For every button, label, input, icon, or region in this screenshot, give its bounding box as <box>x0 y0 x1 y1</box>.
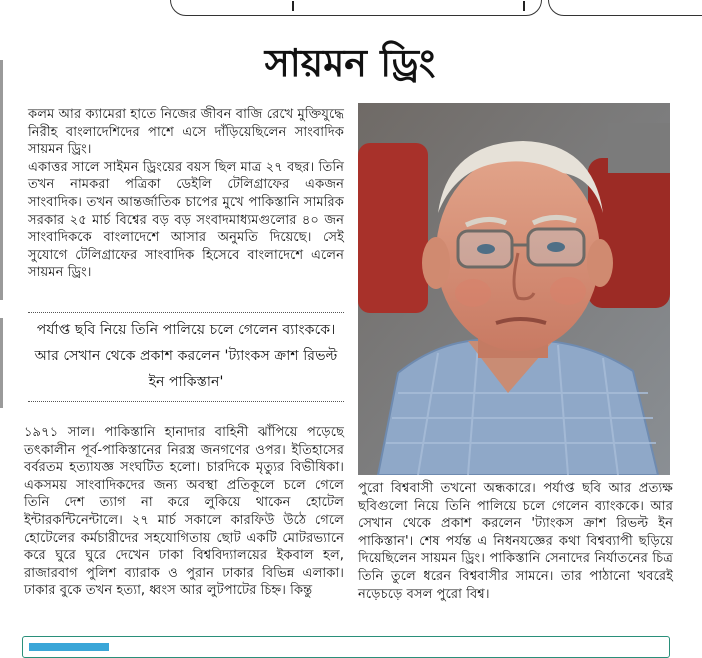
previous-article-box <box>170 0 542 16</box>
previous-article-box <box>548 0 702 16</box>
left-column-rule <box>0 318 3 408</box>
pull-quote-text: পর্যাপ্ত ছবি নিয়ে তিনি পালিয়ে চলে গেলেন ব্যাংককে। আর সেখান থেকে প্রকাশ করলেন 'ট্যাংকস ক্রাশ রিভল্ট ইন পাকিস্তান' <box>34 322 338 390</box>
letter-fragment <box>517 1 525 11</box>
intro-text <box>28 106 344 282</box>
portrait-photo <box>358 103 670 475</box>
portrait-illustration <box>358 103 670 475</box>
article-headline: সায়মন ড্রিং <box>264 40 436 85</box>
next-section-accent <box>29 643 109 651</box>
pull-quote <box>28 312 344 402</box>
letter-fragment <box>286 1 294 11</box>
body-text <box>24 424 344 600</box>
photo-caption: পুরো বিশ্ববাসী তখনো অন্ধকারে। পর্যাপ্ত ছবি আর প্রত্যক্ষ ছবিগুলো নিয়ে তিনি পালিয়ে চলে গেলেন ব্যাংককে। আর সেখান থেকে প্রকাশ করলেন 'ট্যাংকস ক্রাশ রিভল্ট ইন পাকিস্তান'। শেষ পর্যন্ত এ নিধনযজ্ঞের কথা বিশ্বব্যাপী ছড়িয়ে দিয়েছিলেন সায়মন ড্রিং। পাকিস্তানি সেনাদের নির্যাতনের চিত্র তিনি তুলে ধরেন বিশ্ববাসীর সামনে। তার পাঠানো খবরেই নড়েচড়ে বসল পুরো বিশ্ব। <box>358 481 673 602</box>
intro-paragraph: একাত্তর সালে সাইমন ড্রিংয়ের বয়স ছিল মাত্র ২৭ বছর। তিনি তখন নামকরা পত্রিকা ডেইলি টেলিগ্রাফের একজন সাংবাদিক। তখন আন্তর্জাতিক চাপের মুখে পাকিস্তানি সামরিক সরকার ২৫ মার্চ বিশ্বের বড় বড় সংবাদমাধ্যমগুলোর ৪০ জন সাংবাদিককে বাংলাদেশে আসার অনুমতি দিয়েছে। সেই সুযোগে টেলিগ্রাফের সাংবাদিক হিসেবে বাংলাদেশে এলেন সায়মন ড্রিং। <box>28 159 344 281</box>
intro-paragraph: কলম আর ক্যামেরা হাতে নিজের জীবন বাজি রেখে মুক্তিযুদ্ধে নিরীহ বাংলাদেশিদের পাশে এসে দাঁড়িয়েছিলেন সাংবাদিক সায়মন ড্রিং। <box>28 107 344 158</box>
top-section-strip <box>0 0 702 18</box>
body-paragraph: ১৯৭১ সাল। পাকিস্তানি হানাদার বাহিনী ঝাঁপিয়ে পড়েছে তৎকালীন পূর্ব-পাকিস্তানের নিরস্ত্র জনগণের ওপর। ইতিহাসের বর্বরতম হত্যাযজ্ঞ সংঘটিত হলো। চারদিকে মৃত্যুর বিভীষিকা। একসময় সাংবাদিকদের জন্য অবস্থা প্রতিকূলে চলে গেলে তিনি দেশ ত্যাগ না করে লুকিয়ে থাকেন হোটেল ইন্টারকন্টিনেন্টালে। ২৭ মার্চ সকালে কারফিউ উঠে গেলে হোটেলের কর্মচারীদের সহযোগিতায় ছোট একটি মোটরভ্যানে করে ঘুরে ঘুরে দেখেন ঢাকা বিশ্ববিদ্যালয়ের ইকবাল হল, রাজারবাগ পুলিশ ব্যারাক ও পুরান ঢাকার বিভিন্ন এলাকা। ঢাকার বুকে তখন হত্যা, ধ্বংস আর লুটপাটের চিহ্ন। কিন্তু <box>24 425 344 599</box>
left-column-rule <box>0 60 3 300</box>
next-section-box <box>22 636 670 658</box>
